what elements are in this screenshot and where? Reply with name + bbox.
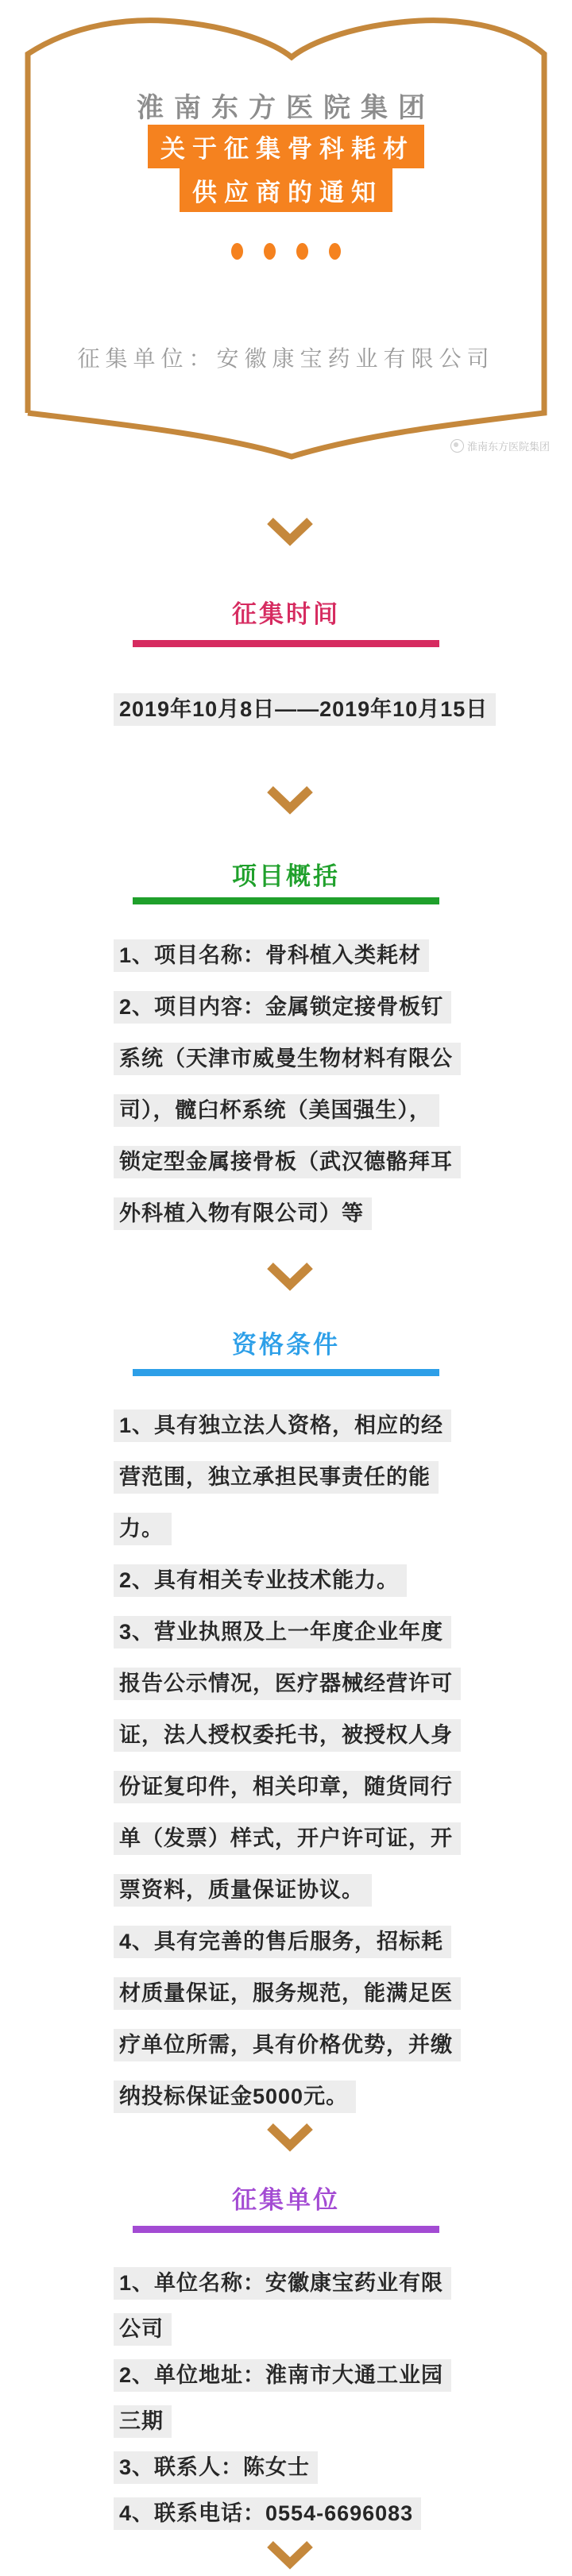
open-book-outline-icon xyxy=(24,14,548,461)
chevron-down-icon xyxy=(265,516,315,548)
dot-icon xyxy=(264,243,276,260)
project-overview-line: 系统（天津市威曼生物材料有限公 xyxy=(114,1043,461,1075)
project-overview-line: 司），髋臼杯系统（美国强生）， xyxy=(114,1094,439,1127)
chevron-down-icon xyxy=(265,1261,315,1293)
section-underline xyxy=(133,1369,439,1376)
section-underline xyxy=(133,640,439,647)
qualification-line: 1、具有独立法人资格，相应的经 xyxy=(114,1409,451,1442)
project-overview-line: 2、项目内容：金属锁定接骨板钉 xyxy=(114,991,451,1024)
dot-icon xyxy=(296,243,308,260)
unit-contact-phone: 4、联系电话：0554-6696083 xyxy=(114,2497,421,2530)
qualification-line: 材质量保证，服务规范，能满足医 xyxy=(114,1977,461,2010)
project-overview-line: 外科植入物有限公司）等 xyxy=(114,1197,372,1230)
collection-time-range: 2019年10月8日——2019年10月15日 xyxy=(114,693,496,726)
qualification-line: 单（发票）样式，开户许可证，开 xyxy=(114,1822,461,1855)
notice-title-line-2: 供应商的通知 xyxy=(180,168,392,212)
watermark-logo-icon xyxy=(450,439,464,453)
unit-info-line: 2、单位地址：淮南市大通工业园 xyxy=(114,2359,451,2392)
dot-icon xyxy=(329,243,341,260)
chevron-down-icon xyxy=(265,2539,315,2571)
project-overview-line: 锁定型金属接骨板（武汉德骼拜耳 xyxy=(114,1146,461,1178)
qualification-line: 2、具有相关专业技术能力。 xyxy=(114,1564,407,1597)
qualification-line: 纳投标保证金5000元。 xyxy=(114,2080,356,2113)
qualification-line: 疗单位所需，具有价格优势，并缴 xyxy=(114,2029,461,2061)
qualification-line: 3、营业执照及上一年度企业年度 xyxy=(114,1616,451,1649)
notice-title-line-1: 关于征集骨科耗材 xyxy=(148,125,424,168)
section-title-collection-time: 征集时间 xyxy=(232,600,340,628)
qualification-line: 证，法人授权委托书，被授权人身 xyxy=(114,1719,461,1752)
decorative-dots xyxy=(0,243,572,260)
qualification-line: 报告公示情况，医疗器械经营许可 xyxy=(114,1668,461,1700)
chevron-down-icon xyxy=(265,2122,315,2154)
unit-info-line: 3、联系人：陈女士 xyxy=(114,2451,318,2484)
watermark xyxy=(450,438,550,453)
unit-info-line: 公司 xyxy=(114,2313,172,2346)
project-overview-line: 1、项目名称：骨科植入类耗材 xyxy=(114,939,429,972)
section-title-project-overview: 项目概括 xyxy=(232,862,340,890)
dot-icon xyxy=(231,243,243,260)
unit-info-line: 三期 xyxy=(114,2405,172,2438)
chevron-down-icon xyxy=(265,785,315,816)
qualification-line: 力。 xyxy=(114,1513,172,1545)
unit-info-line: 1、单位名称：安徽康宝药业有限 xyxy=(114,2267,451,2300)
qualification-line: 营范围，独立承担民事责任的能 xyxy=(114,1461,439,1494)
watermark-text: 淮南东方医院集团 xyxy=(466,441,550,453)
qualification-line: 4、具有完善的售后服务，招标耗 xyxy=(114,1926,451,1958)
hospital-group-title: 淮南东方医院集团 xyxy=(137,93,435,123)
collecting-unit-subtitle: 征集单位：安徽康宝药业有限公司 xyxy=(77,346,495,371)
section-underline xyxy=(133,897,439,904)
section-title-collecting-unit: 征集单位 xyxy=(232,2186,340,2214)
qualification-line: 份证复印件，相关印章，随货同行 xyxy=(114,1771,461,1803)
section-underline xyxy=(133,2226,439,2233)
section-title-qualification: 资格条件 xyxy=(232,1331,340,1359)
qualification-line: 票资料，质量保证协议。 xyxy=(114,1874,372,1907)
